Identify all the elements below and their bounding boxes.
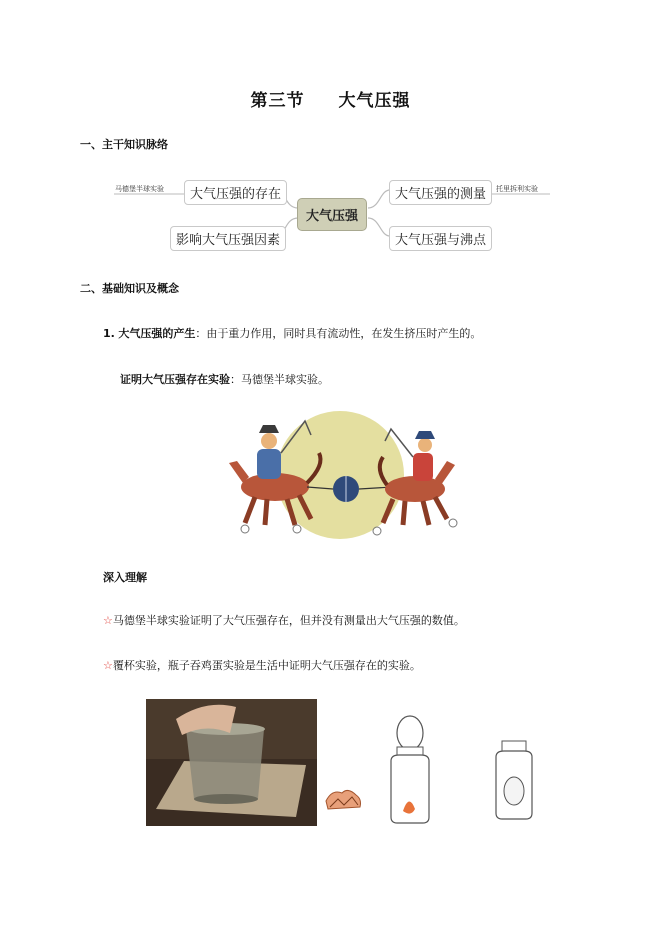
mindmap-left-top-sub: 马德堡半球实验	[115, 185, 164, 193]
mindmap-left-top: 大气压强的存在	[184, 180, 287, 205]
magdeburg-hemispheres-illustration	[215, 405, 460, 540]
cup-overturn-experiment-photo	[146, 699, 317, 826]
point1-text: ：由于重力作用，同时具有流动性，在发生挤压时产生的。	[195, 327, 482, 340]
deep-item-1-text: 马德堡半球实验证明了大气压强存在，但并没有测量出大气压强的数值。	[112, 614, 465, 627]
jar-egg-inside-illustration	[494, 739, 534, 821]
star-icon: ☆	[103, 614, 113, 627]
deep-item-2-text: 覆杯实验，瓶子吞鸡蛋实验是生活中证明大气压强存在的实验。	[112, 659, 421, 672]
jar-egg-on-top-illustration	[385, 713, 435, 825]
point1-number: 1.	[103, 327, 115, 340]
page-title	[0, 86, 661, 111]
mindmap-left-bottom: 影响大气压强因素	[170, 226, 286, 251]
mindmap-center: 大气压强	[297, 198, 367, 231]
deep-heading: 深入理解	[103, 571, 147, 584]
mindmap	[100, 168, 560, 258]
star-icon: ☆	[103, 659, 113, 672]
title-part2: 大气压强	[338, 91, 411, 111]
mindmap-right-bottom: 大气压强与沸点	[389, 226, 492, 251]
point1	[103, 325, 481, 341]
egg-shell-illustration	[322, 785, 366, 813]
proof-text: ：马德堡半球实验。	[230, 373, 329, 386]
mindmap-right-top-sub: 托里拆利实验	[496, 185, 538, 193]
proof-line	[120, 371, 329, 387]
mindmap-right-top: 大气压强的测量	[389, 180, 492, 205]
section1-heading: 一、主干知识脉络	[80, 138, 168, 151]
deep-item-1	[103, 612, 465, 628]
title-part1: 第三节	[250, 91, 305, 111]
point1-term: 大气压强的产生	[118, 327, 196, 340]
proof-term: 证明大气压强存在实验	[120, 373, 230, 386]
deep-item-2	[103, 657, 421, 673]
section2-heading: 二、基础知识及概念	[80, 282, 179, 295]
